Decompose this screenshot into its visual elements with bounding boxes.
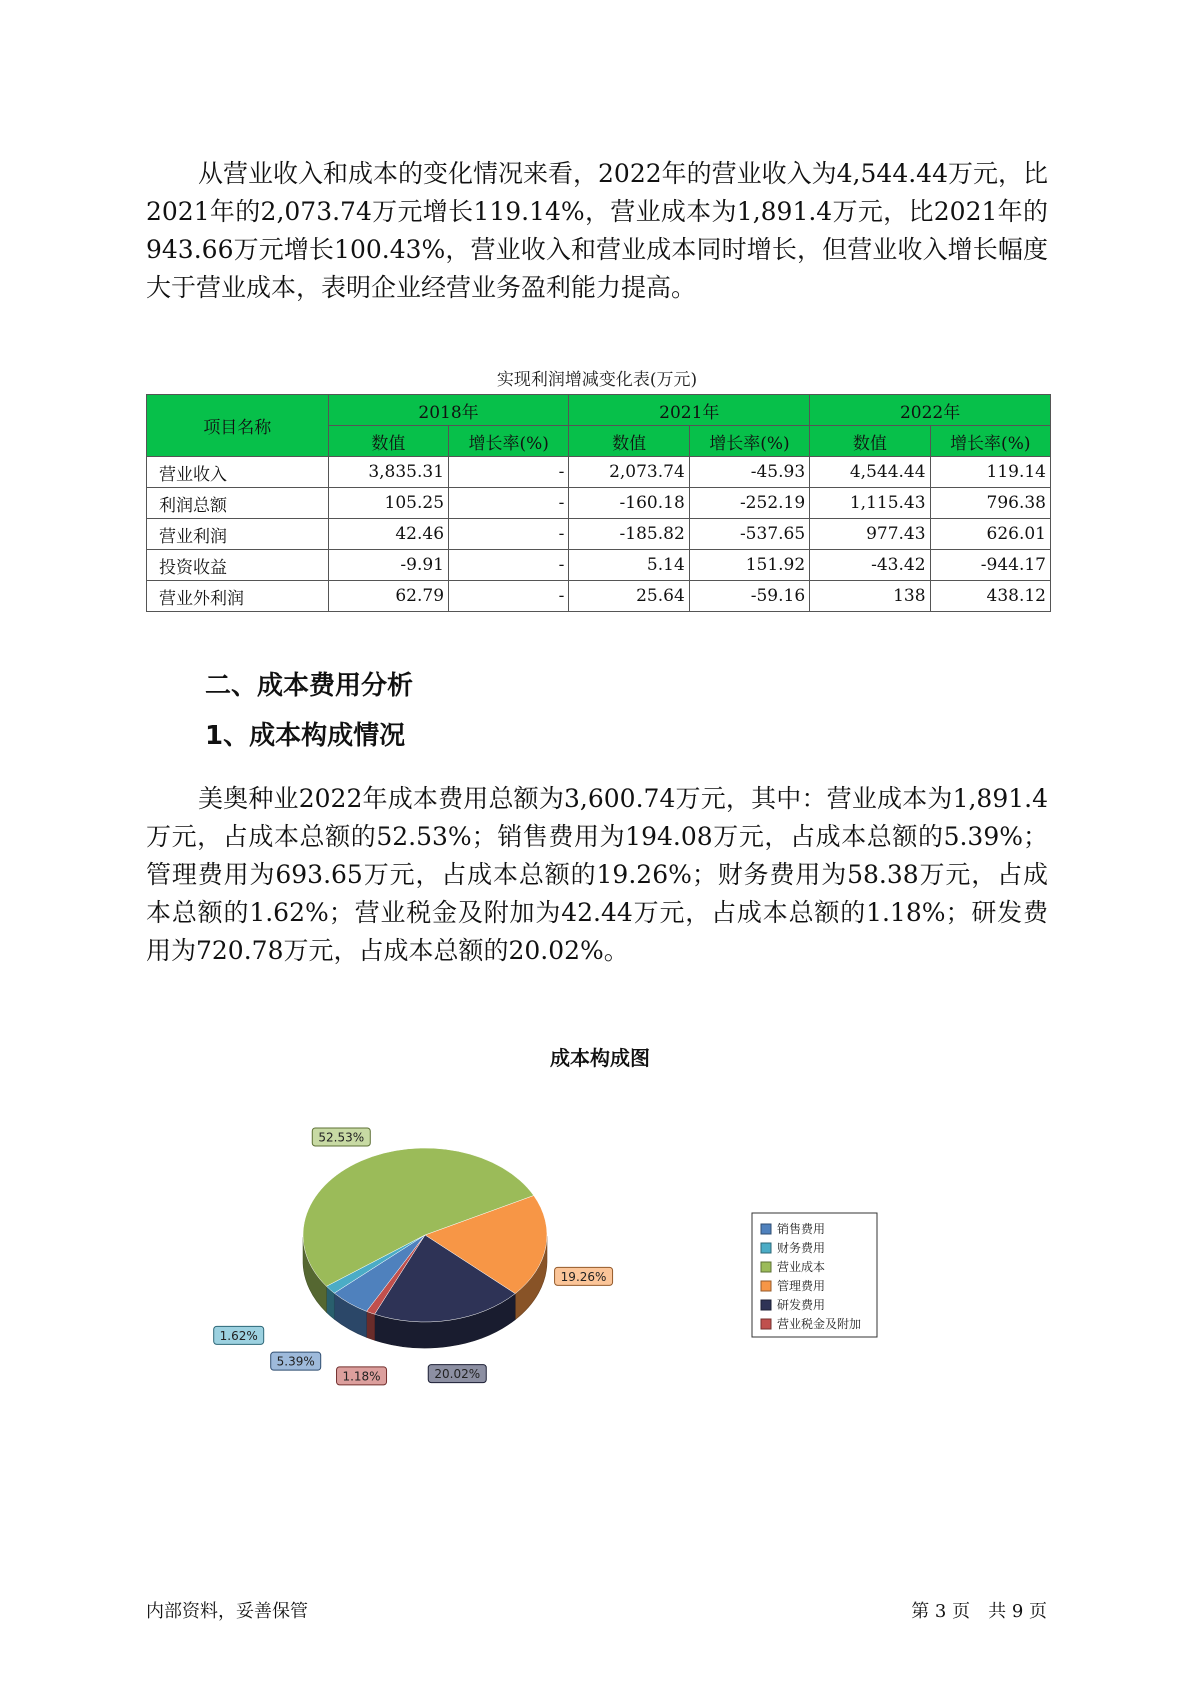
- cell-rate-2021: 151.92: [689, 550, 809, 581]
- cell-value-2021: -185.82: [569, 519, 689, 550]
- pie-slice-side: [366, 1311, 374, 1340]
- cell-value-2021: 5.14: [569, 550, 689, 581]
- cell-rate-2018: -: [449, 550, 569, 581]
- chart-title: 成本构成图: [550, 1046, 650, 1070]
- svg-text:1.18%: 1.18%: [342, 1369, 381, 1384]
- svg-text:1.62%: 1.62%: [219, 1328, 258, 1343]
- cell-rate-2022: 626.01: [930, 519, 1050, 550]
- cell-value-2022: 4,544.44: [810, 457, 930, 488]
- subsection-heading: 1、成本构成情况: [205, 721, 406, 751]
- section-heading: 二、成本费用分析: [205, 671, 414, 701]
- pie-data-label: [214, 1326, 264, 1344]
- table-row: [147, 488, 1051, 519]
- svg-text:52.53%: 52.53%: [318, 1130, 365, 1145]
- svg-text:财务费用: 财务费用: [777, 1241, 826, 1255]
- cell-rate-2021: -45.93: [689, 457, 809, 488]
- footer-confidential-note: 内部资料，妥善保管: [146, 1601, 308, 1622]
- header-value: 数值: [810, 426, 930, 457]
- row-name: 利润总额: [147, 488, 329, 519]
- header-value: 数值: [569, 426, 689, 457]
- cell-value-2021: 2,073.74: [569, 457, 689, 488]
- footer-page-number: 第 3 页 共 9 页: [911, 1601, 1047, 1622]
- cell-value-2022: 138: [810, 581, 930, 612]
- cell-rate-2018: -: [449, 519, 569, 550]
- cost-structure-pie-chart: [0, 1020, 1191, 1384]
- cell-rate-2018: -: [449, 488, 569, 519]
- row-name: 投资收益: [147, 550, 329, 581]
- cell-value-2018: 105.25: [328, 488, 448, 519]
- row-name: 营业外利润: [147, 581, 329, 612]
- header-year-2022: 2022年: [810, 395, 1051, 426]
- cell-rate-2021: -59.16: [689, 581, 809, 612]
- paragraph-revenue-cost: 从营业收入和成本的变化情况来看，2022年的营业收入为4,544.44万元，比2021年的2,073.74万元增长119.14%，营业成本为1,891.4万元，比2021年的943.66万元增长100.43%，营业收入和营业成本同时增长，但营业收入增长幅度大于营业成本，表明企业经营业务盈利能力提高。: [146, 159, 1048, 302]
- cell-value-2022: 977.43: [810, 519, 930, 550]
- cell-rate-2018: -: [449, 581, 569, 612]
- svg-text:营业税金及附加: 营业税金及附加: [777, 1317, 862, 1331]
- svg-text:管理费用: 管理费用: [777, 1279, 826, 1293]
- svg-text:20.02%: 20.02%: [434, 1367, 481, 1382]
- cell-value-2022: 1,115.43: [810, 488, 930, 519]
- pie-data-label: [271, 1352, 321, 1370]
- table-row: [147, 457, 1051, 488]
- header-year-2021: 2021年: [569, 395, 810, 426]
- svg-text:研发费用: 研发费用: [777, 1298, 826, 1312]
- svg-text:销售费用: 销售费用: [777, 1222, 826, 1236]
- pie-data-label: [555, 1267, 613, 1285]
- pie-data-label: [312, 1128, 370, 1146]
- cell-rate-2021: -537.65: [689, 519, 809, 550]
- cell-rate-2022: -944.17: [930, 550, 1050, 581]
- table-row: [147, 550, 1051, 581]
- cell-rate-2022: 796.38: [930, 488, 1050, 519]
- header-rate: 增长率(%): [689, 426, 809, 457]
- pie-data-label: [428, 1365, 486, 1383]
- cell-rate-2022: 119.14: [930, 457, 1050, 488]
- pie-data-label: [337, 1367, 387, 1385]
- table-row: [147, 519, 1051, 550]
- svg-text:营业成本: 营业成本: [777, 1260, 826, 1274]
- profit-change-table: [146, 394, 1051, 612]
- header-year-2018: 2018年: [328, 395, 569, 426]
- cell-rate-2021: -252.19: [689, 488, 809, 519]
- cell-value-2021: 25.64: [569, 581, 689, 612]
- row-name: 营业利润: [147, 519, 329, 550]
- table-row: [147, 581, 1051, 612]
- header-rate: 增长率(%): [930, 426, 1050, 457]
- svg-text:19.26%: 19.26%: [560, 1269, 607, 1284]
- svg-text:5.39%: 5.39%: [276, 1354, 315, 1369]
- cell-value-2018: 62.79: [328, 581, 448, 612]
- cell-rate-2022: 438.12: [930, 581, 1050, 612]
- cell-value-2018: 3,835.31: [328, 457, 448, 488]
- row-name: 营业收入: [147, 457, 329, 488]
- cell-value-2021: -160.18: [569, 488, 689, 519]
- cell-rate-2018: -: [449, 457, 569, 488]
- cell-value-2018: -9.91: [328, 550, 448, 581]
- table-caption: 实现利润增减变化表(万元): [496, 370, 698, 390]
- cell-value-2018: 42.46: [328, 519, 448, 550]
- cell-value-2022: -43.42: [810, 550, 930, 581]
- header-rate: 增长率(%): [449, 426, 569, 457]
- paragraph-cost-structure: 美奥种业2022年成本费用总额为3,600.74万元，其中：营业成本为1,891.4万元，占成本总额的52.53%；销售费用为194.08万元，占成本总额的5.39%；管理费用为693.65万元，占成本总额的19.26%；财务费用为58.38万元，占成本总额的1.62%；营业税金及附加为42.44万元，占成本总额的1.18%；研发费用为720.78万元，占成本总额的20.02%。: [146, 784, 1048, 965]
- header-item-name: 项目名称: [147, 395, 329, 457]
- header-value: 数值: [328, 426, 448, 457]
